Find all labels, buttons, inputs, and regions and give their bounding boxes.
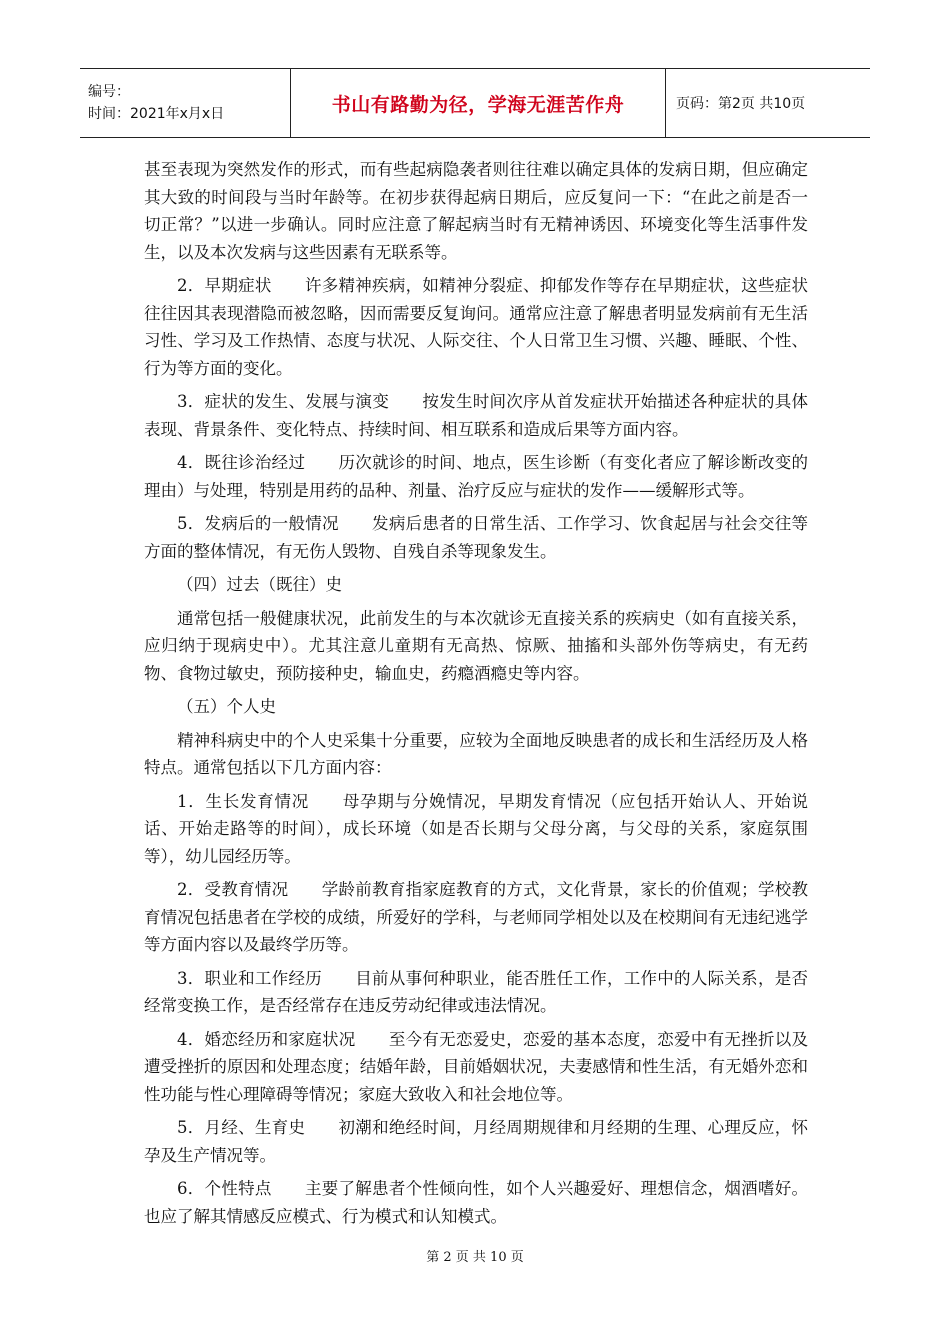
paragraph	[144, 156, 808, 266]
section-heading-text: （五）个人史	[177, 697, 276, 716]
paragraph-heading: 4．既往诊治经过	[177, 453, 306, 472]
paragraph-text: 至今有无恋爱史，恋爱的基本态度，恋爱中有无挫折以及遭受挫折的原因和处理态度；结婚年龄，目前婚姻状况，夫妻感情和性生活，有无婚外恋和性功能与性心理障碍等情况；家庭大致收入和社会地位等。	[144, 1029, 809, 1104]
paragraph-heading: 5．月经、生育史	[177, 1118, 306, 1137]
paragraph	[144, 1175, 808, 1230]
paragraph-text: 初潮和绝经时间，月经周期规律和月经期的生理、心理反应，怀孕及生产情况等。	[144, 1118, 809, 1165]
paragraph	[144, 510, 808, 565]
paragraph-text: 母孕期与分娩情况，早期发育情况（应包括开始认人、开始说话、开始走路等的时间），成长环境（如是否长期与父母分离，与父母的关系，家庭氛围等），幼儿园经历等。	[144, 791, 809, 866]
paragraph-text: 精神科病史中的个人史采集十分重要，应较为全面地反映患者的成长和生活经历及人格特点。通常包括以下几方面内容：	[144, 730, 808, 777]
section-heading	[144, 693, 808, 721]
paragraph	[144, 449, 808, 504]
paragraph-text: 许多精神疾病，如精神分裂症、抑郁发作等存在早期症状，这些症状往往因其表现潜隐而被忽略，因而需要反复询问。通常应注意了解患者明显发病前有无生活习性、学习及工作热情、态度与状况、人际交往、个人日常卫生习惯、兴趣、睡眠、个性、行为等方面的变化。	[144, 276, 809, 378]
document-time-label: 时间：2021年x月x日	[88, 106, 225, 122]
paragraph-heading: 5．发病后的一般情况	[177, 514, 339, 533]
section-heading	[144, 571, 808, 599]
header-page-info: 页码：第2页 共10页	[676, 96, 806, 112]
paragraph-heading: 3．症状的发生、发展与演变	[177, 392, 390, 411]
paragraph	[144, 965, 808, 1020]
paragraph	[144, 605, 808, 688]
header-meta	[80, 69, 290, 137]
paragraph-text: 通常包括一般健康状况，此前发生的与本次就诊无直接关系的疾病史（如有直接关系，应归纳于现病史中）。尤其注意儿童期有无高热、惊厥、抽搐和头部外伤等病史，有无药物、食物过敏史，预防接种史，输血史，药瘾酒瘾史等内容。	[144, 608, 808, 683]
paragraph-text: 历次就诊的时间、地点，医生诊断（有变化者应了解诊断改变的理由）与处理，特别是用药的品种、剂量、治疗反应与症状的发作——缓解形式等。	[144, 453, 809, 500]
paragraph	[144, 388, 808, 443]
page-footer	[0, 1246, 950, 1265]
paragraph-heading: 2．受教育情况	[177, 880, 289, 899]
paragraph-text: 甚至表现为突然发作的形式，而有些起病隐袭者则往往难以确定具体的发病日期，但应确定其大致的时间段与当时年龄等。在初步获得起病日期后，应反复问一下：“在此之前是否一切正常？”以进一步确认。同时应注意了解起病当时有无精神诱因、环境变化等生活事件发生，以及本次发病与这些因素有无联系等。	[144, 160, 808, 262]
paragraph	[144, 788, 808, 871]
paragraph-heading: 1．生长发育情况	[177, 791, 310, 811]
paragraph-heading: 2．早期症状	[177, 276, 272, 295]
document-body	[144, 156, 808, 1236]
header-page-info-cell	[666, 69, 870, 137]
paragraph-text: 学龄前教育指家庭教育的方式，文化背景，家长的价值观；学校教育情况包括患者在学校的成绩，所爱好的学科，与老师同学相处以及在校期间有无违纪逃学等方面内容以及最终学历等。	[144, 880, 809, 954]
header-motto-cell	[290, 69, 666, 137]
paragraph-heading: 6．个性特点	[177, 1179, 272, 1198]
page-header	[80, 68, 870, 138]
paragraph	[144, 1026, 808, 1109]
paragraph	[144, 1114, 808, 1169]
header-motto: 书山有路勤为径，学海无涯苦作舟	[331, 93, 625, 116]
paragraph-heading: 4．婚恋经历和家庭状况	[177, 1029, 356, 1049]
paragraph-heading: 3．职业和工作经历	[177, 968, 322, 988]
paragraph-text: 按发生时间次序从首发症状开始描述各种症状的具体表现、背景条件、变化特点、持续时间、相互联系和造成后果等方面内容。	[144, 392, 808, 439]
paragraph	[144, 876, 808, 959]
paragraph-text: 主要了解患者个性倾向性，如个人兴趣爱好、理想信念，烟酒嗜好。也应了解其情感反应模式、行为模式和认知模式。	[144, 1179, 809, 1226]
paragraph	[144, 272, 808, 382]
paragraph-text: 发病后患者的日常生活、工作学习、饮食起居与社会交往等方面的整体情况，有无伤人毁物、自残自杀等现象发生。	[144, 514, 809, 561]
paragraph	[144, 727, 808, 782]
footer-page-number: 第 2 页 共 10 页	[426, 1250, 524, 1265]
document-number-label: 编号：	[88, 84, 130, 100]
section-heading-text: （四）过去（既往）史	[177, 575, 342, 594]
paragraph-text: 目前从事何种职业，能否胜任工作，工作中的人际关系，是否经常变换工作，是否经常存在违反劳动纪律或违法情况。	[144, 968, 809, 1015]
